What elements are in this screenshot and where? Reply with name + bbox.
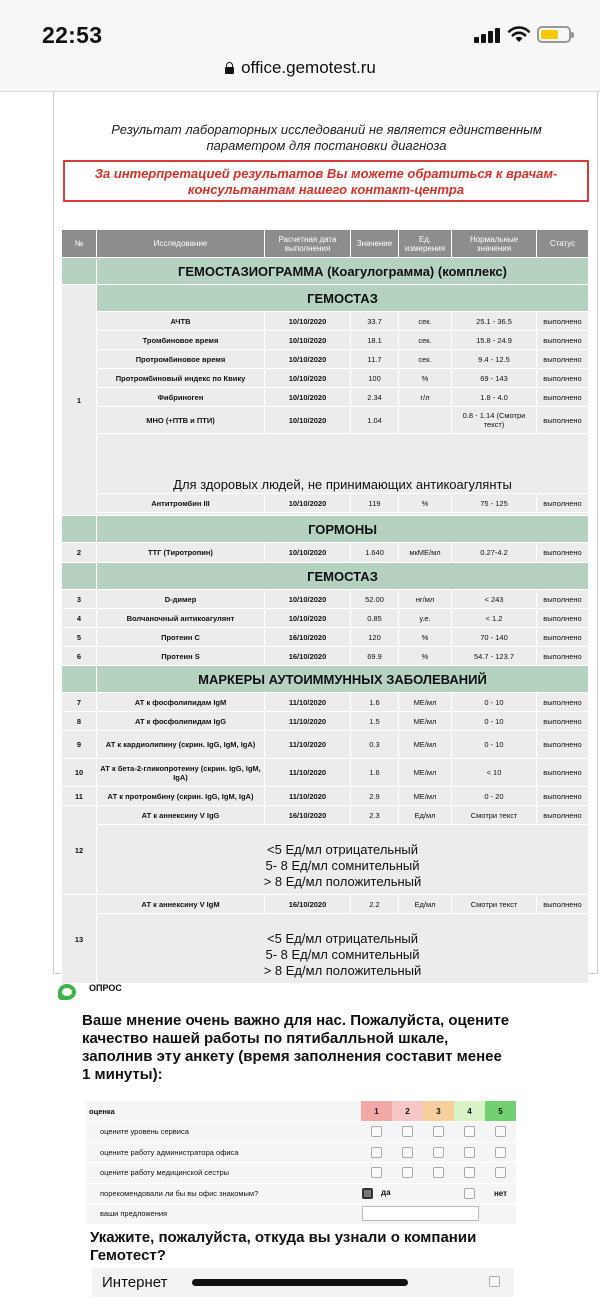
table-row: 6 Протеин S 16/10/2020 69.9 % 54.7 - 123.7 выполнено — [62, 647, 589, 666]
suggestions-input[interactable] — [362, 1206, 479, 1221]
question-label: оцените работу администратора офиса — [86, 1142, 361, 1163]
table-row: 8 АТ к фосфолипидам IgG 11/10/2020 1.5 МЕ/мл 0 - 10 выполнено — [62, 712, 589, 731]
rating-checkbox[interactable] — [464, 1126, 475, 1137]
rating-row — [86, 1122, 516, 1143]
table-row: 9 АТ к кардиолипину (скрин. IgG, IgM, IgA) 11/10/2020 0.3 МЕ/мл 0 - 10 выполнено — [62, 731, 589, 759]
rating-checkbox[interactable] — [371, 1167, 382, 1178]
chat-icon — [58, 984, 76, 1000]
status-time: 22:53 — [42, 22, 103, 48]
rating-checkbox[interactable] — [464, 1167, 475, 1178]
table-row: 11 АТ к протромбину (скрин. IgG, IgM, IgA) 11/10/2020 2.9 МЕ/мл 0 - 20 выполнено — [62, 787, 589, 806]
table-row: 10 АТ к бета-2-гликопротеину (скрин. IgG, IgM, IgA) 11/10/2020 1.6 МЕ/мл < 10 выполнено — [62, 759, 589, 787]
section-row — [62, 666, 589, 693]
table-row: 12 АТ к аннексину V IgG 16/10/2020 2.3 Ед/мл Смотри текст выполнено — [62, 806, 589, 825]
col-num: № — [62, 230, 97, 258]
col-unit: Ед. измерения — [399, 230, 452, 258]
rating-checkbox[interactable] — [495, 1147, 506, 1158]
table-row: 3 D-димер 10/10/2020 52.00 нг/мл < 243 выполнено — [62, 590, 589, 609]
browser-chrome — [0, 0, 600, 92]
rating-checkbox[interactable] — [371, 1126, 382, 1137]
section-title: ГОРМОНЫ — [97, 516, 589, 543]
section-title: МАРКЕРЫ АУТОИММУННЫХ ЗАБОЛЕВАНИЙ — [97, 666, 589, 693]
home-indicator — [192, 1279, 408, 1286]
annexin-note: <5 Ед/мл отрицательный 5- 8 Ед/мл сомнительный > 8 Ед/мл положительный — [97, 914, 589, 984]
rating-checkbox[interactable] — [433, 1147, 444, 1158]
rating-checkbox[interactable] — [402, 1167, 413, 1178]
suggestions-label: ваши предложения — [86, 1204, 361, 1225]
note-row — [62, 434, 589, 494]
source-option-row[interactable] — [92, 1268, 514, 1297]
rating-checkbox[interactable] — [433, 1126, 444, 1137]
recommend-no-checkbox[interactable] — [464, 1188, 475, 1199]
question-label: оцените работу медицинской сестры — [86, 1163, 361, 1184]
note-row — [62, 825, 589, 895]
rating-header-row — [86, 1101, 516, 1122]
recommend-no-label: нет — [485, 1183, 516, 1204]
wifi-icon — [507, 24, 531, 44]
table-row: Антитромбин III 10/10/2020 119 % 75 - 125 выполнено — [62, 494, 589, 513]
section-row — [62, 563, 589, 590]
rating-header: оценка — [86, 1101, 361, 1122]
scale-3: 3 — [423, 1101, 454, 1122]
table-row: Протромбиновое время 10/10/2020 11.7 сек. 9.4 - 12.5 выполнено — [62, 350, 589, 369]
disclaimer-text: Результат лабораторных исследований не является единственным параметром для постановки диагноза — [111, 122, 542, 153]
source-question: Укажите, пожалуйста, откуда вы узнали о компании Гемотест? — [90, 1229, 477, 1264]
table-row: 7 АТ к фосфолипидам IgM 11/10/2020 1.6 МЕ/мл 0 - 10 выполнено — [62, 693, 589, 712]
col-date: Расчетная дата выполнения — [265, 230, 351, 258]
table-row: 5 Протеин С 16/10/2020 120 % 70 - 140 выполнено — [62, 628, 589, 647]
question-label: оцените уровень сервиса — [86, 1122, 361, 1143]
rating-checkbox[interactable] — [402, 1147, 413, 1158]
annexin-note: <5 Ед/мл отрицательный 5- 8 Ед/мл сомнительный > 8 Ед/мл положительный — [97, 825, 589, 895]
table-header — [62, 230, 589, 258]
rating-checkbox[interactable] — [371, 1147, 382, 1158]
suggestions-row — [86, 1204, 516, 1225]
section-title: ГЕМОСТАЗ — [97, 285, 589, 312]
recommend-row — [86, 1183, 516, 1204]
section-row — [62, 285, 589, 312]
rating-checkbox[interactable] — [495, 1167, 506, 1178]
survey-label: ОПРОС — [89, 983, 122, 993]
col-status: Статус — [537, 230, 589, 258]
cellular-signal-icon — [474, 27, 500, 43]
rating-checkbox[interactable] — [402, 1126, 413, 1137]
rating-checkbox[interactable] — [464, 1147, 475, 1158]
table-row: 13 АТ к аннексину V IgM 16/10/2020 2.2 Ед/мл Смотри текст выполнено — [62, 895, 589, 914]
rating-checkbox[interactable] — [495, 1126, 506, 1137]
rating-row — [86, 1163, 516, 1184]
complex-title: ГЕМОСТАЗИОГРАММА (Коагулограмма) (комплекс) — [97, 258, 589, 285]
recommend-yes-checkbox[interactable] — [362, 1188, 373, 1199]
row-number: 1 — [62, 285, 97, 516]
section-row — [62, 258, 589, 285]
rating-row — [86, 1142, 516, 1163]
table-row: МНО (+ПТВ и ПТИ) 10/10/2020 1.04 0.8 - 1.14 (Смотри текст) выполнено — [62, 407, 589, 434]
lock-icon — [224, 62, 234, 74]
col-norm: Нормальные значения — [452, 230, 537, 258]
consultation-warning: За интерпретацией результатов Вы можете обратиться к врачам-консультантам нашего контакт-центра — [63, 160, 589, 202]
table-row: Тромбиновое время 10/10/2020 18.1 сек. 15.8 - 24.9 выполнено — [62, 331, 589, 350]
col-value: Значение — [351, 230, 399, 258]
table-row: Фибриноген 10/10/2020 2.34 г/л 1.8 - 4.0 выполнено — [62, 388, 589, 407]
rating-checkbox[interactable] — [433, 1167, 444, 1178]
results-table — [61, 229, 589, 984]
table-row: 4 Волчаночный антикоагулянт 10/10/2020 0.85 у.е. < 1.2 выполнено — [62, 609, 589, 628]
scale-2: 2 — [392, 1101, 423, 1122]
mno-note: Для здоровых людей, не принимающих антикоагулянты — [97, 434, 589, 494]
scale-4: 4 — [454, 1101, 485, 1122]
note-row — [62, 914, 589, 984]
scale-5: 5 — [485, 1101, 516, 1122]
source-option-checkbox[interactable] — [489, 1276, 500, 1287]
address-bar[interactable] — [0, 58, 600, 78]
source-option-label: Интернет — [102, 1274, 168, 1291]
table-row: Протромбиновый индекс по Квику 10/10/2020 100 % 69 - 143 выполнено — [62, 369, 589, 388]
rating-table — [86, 1101, 516, 1225]
section-title: ГЕМОСТАЗ — [97, 563, 589, 590]
url-text: office.gemotest.ru — [241, 58, 376, 77]
scale-1: 1 — [361, 1101, 392, 1122]
survey-intro: Ваше мнение очень важно для нас. Пожалуйста, оцените качество нашей работы по пятибалльной шкале, заполнив эту анкету (время заполнения составит менее 1 минуты): — [82, 1012, 510, 1083]
battery-icon — [537, 26, 571, 43]
question-label: порекомендовали ли бы вы офис знакомым? — [86, 1183, 361, 1204]
section-row — [62, 516, 589, 543]
col-test: Исследование — [97, 230, 265, 258]
recommend-yes-label: да — [381, 1188, 391, 1198]
table-row: 2 ТТГ (Тиротропин) 10/10/2020 1.640 мкМЕ/мл 0.27-4.2 выполнено — [62, 543, 589, 563]
table-row: АЧТВ 10/10/2020 33.7 сек. 25.1 - 36.5 выполнено — [62, 312, 589, 331]
